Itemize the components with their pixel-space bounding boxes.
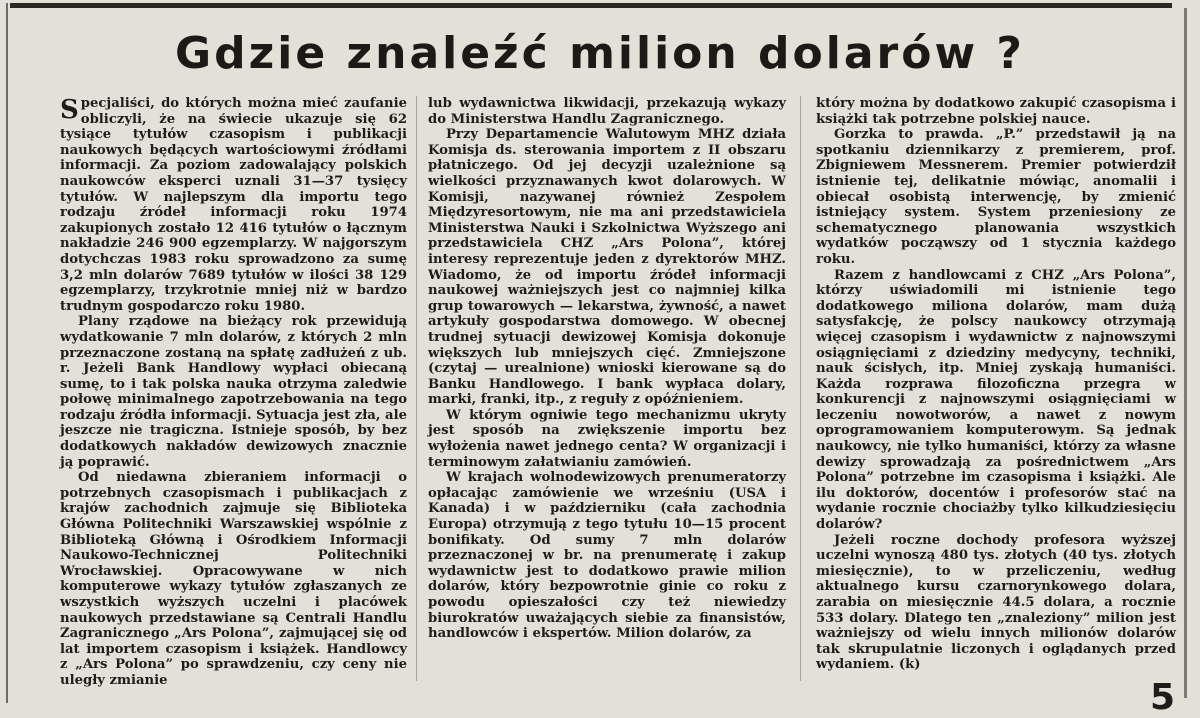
paragraph: Gorzka to prawda. „P.” przedstawił ją na spotkaniu dziennikarzy z premierem, prof. Zbigniewem Messnerem. Premier potwierdził istnienie tej, delikatnie mówiąc, anomalii i obiecał osobistą interwencję, by zmienić istniejący system. System przeniesiony ze schematycznego planowania wszystkich wydatków począwszy od 1 stycznia każdego roku. [816, 127, 1176, 267]
column-3 [816, 96, 1176, 673]
paragraph: który można by dodatkowo zakupić czasopisma i książki tak potrzebne polskiej nauce. [816, 96, 1176, 127]
paragraph: Razem z handlowcami z CHZ „Ars Polona”, którzy uświadomili mi istnienie tego dodatkowego miliona dolarów, mam dużą satysfakcję, że polscy naukowcy otrzymają więcej czasopism i wydawnictw z najnowszymi osiągnięciami z dziedziny medycyny, techniki, nauk ścisłych, itp. Mniej zyskają humaniści. Każda rozprawa filozoficzna przegra w konkurencji z najnowszymi osiągnięciami w leczeniu nowotworów, a nawet z nowym oprogramowaniem komputerowym. Są jednak naukowcy, nie tylko humaniści, którzy za własne dewizy sprowadzają za pośrednictwem „Ars Polona” potrzebne im czasopisma i książki. Ale ilu doktorów, docentów i profesorów stać na wydanie rocznie chociażby tylko kilkudziesięciu dolarów? [816, 267, 1176, 533]
column-1 [60, 96, 407, 689]
paragraph [60, 96, 407, 314]
paragraph: Plany rządowe na bieżący rok przewidują wydatkowanie 7 mln dolarów, z których 2 mln przeznaczone zostaną na spłatę zadłużeń z ub. r. Jeżeli Bank Handlowy wypłaci obiecaną sumę, to i tak polska nauka otrzyma zaledwie połowę minimalnego zapotrzebowania na tego rodzaju źródła informacji. Sytuacja jest zła, ale jeszcze nie tragiczna. Istnieje sposób, by bez dodatkowych nakładów dewizowych znacznie ją poprawić. [60, 314, 407, 470]
paragraph-text: pecjaliści, do których można mieć zaufanie obliczyli, że na świecie ukazuje się 62 tysiące tytułów czasopism i publikacji naukowych będących wartościowymi źródłami informacji. Za poziom zadowalający polskich naukowców eksperci uznali 31—37 tysięcy tytułów. W najlepszym dla importu tego rodzaju źródeł informacji roku 1974 zakupionych zostało 12 416 tytułów o łącznym nakładzie 246 900 egzemplarzy. W najgorszym dotychczas 1983 roku sprowadzono za sumę 3,2 mln dolarów 7689 tytułów w ilości 38 129 egzemplarzy, trzykrotnie mniej niż w bardzo trudnym gospodarczo roku 1980. [60, 96, 407, 314]
paragraph: lub wydawnictwa likwidacji, przekazują wykazy do Ministerstwa Handlu Zagranicznego. [428, 96, 786, 127]
page-number: 5 [1150, 677, 1176, 718]
drop-cap: S [60, 95, 79, 125]
column-divider [416, 96, 417, 681]
paragraph: Jeżeli roczne dochody profesora wyższej uczelni wynoszą 480 tys. złotych (40 tys. złotych miesięcznie), to w przeliczeniu, według aktualnego kursu czarnorynkowego dolara, zarabia on miesięcznie 44.5 dolara, a rocznie 533 dolary. Dlatego ten „znaleziony” milion jest ważniejszy od wielu innych milionów dolarów tak skrupulatnie liczonych i oglądanych przed wydaniem. (k) [816, 532, 1176, 673]
column-2 [428, 96, 786, 642]
paragraph: W którym ogniwie tego mechanizmu ukryty jest sposób na zwiększenie importu bez wyłożenia nawet jednego centa? W organizacji i terminowym załatwianiu zamówień. [428, 407, 786, 470]
paragraph: W krajach wolnodewizowych prenumeratorzy opłacając zamówienie we wrześniu (USA i Kanada) i w październiku (cała zachodnia Europa) otrzymują z tego tytułu 10—15 procent bonifikaty. Od sumy 7 mln dolarów przeznaczonej w br. na prenumeratę i zakup wydawnictw jest to dodatkowo prawie milion dolarów, który bezpowrotnie ginie co roku z powodu opieszałości czy też niewiedzy biurokratów uważających siebie za finansistów, handlowców i ekspertów. Milion dolarów, za [428, 470, 786, 642]
paragraph: Od niedawna zbieraniem informacji o potrzebnych czasopismach i publikacjach z krajów zachodnich zajmuje się Biblioteka Główna Politechniki Warszawskiej wspólnie z Biblioteką Główną i Ośrodkiem Informacji Naukowo-Technicznej Politechniki Wrocławskiej. Opracowywane w nich komputerowe wykazy tytułów zgłaszanych ze wszystkich wyższych uczelni i placówek naukowych przedstawiane są Centrali Handlu Zagranicznego „Ars Polona”, zajmującej się od lat importem czasopism i książek. Handlowcy z „Ars Polona” po sprawdzeniu, czy ceny nie uległy zmianie [60, 470, 407, 688]
top-rule [10, 3, 1172, 8]
article-headline: Gdzie znaleźć milion dolarów ? [175, 28, 1025, 79]
right-edge-rule [1184, 8, 1187, 698]
paragraph: Przy Departamencie Walutowym MHZ działa Komisja ds. sterowania importem z II obszaru płatniczego. Od jej decyzji uzależnione są wielkości przyznawanych kwot dolarowych. W Komisji, nazywanej również Zespołem Międzyresortowym, nie ma ani przedstawiciela Ministerstwa Nauki i Szkolnictwa Wyższego ani przedstawiciela CHZ „Ars Polona”, której interesy reprezentuje jeden z dyrektorów MHZ. Wiadomo, że od importu źródeł informacji naukowej ważniejszych jest co najmniej kilka grup towarowych — lekarstwa, żywność, a nawet artykuły gospodarstwa domowego. W obecnej trudnej sytuacji dewizowej Komisja dokonuje większych lub mniejszych cięć. Zmniejszone (czytaj — urealnione) wnioski kierowane są do Banku Handlowego. I bank wypłaca dolary, marki, franki, itp., z reguły z opóźnieniem. [428, 127, 786, 408]
left-edge-rule [6, 3, 8, 703]
column-divider [800, 96, 801, 681]
